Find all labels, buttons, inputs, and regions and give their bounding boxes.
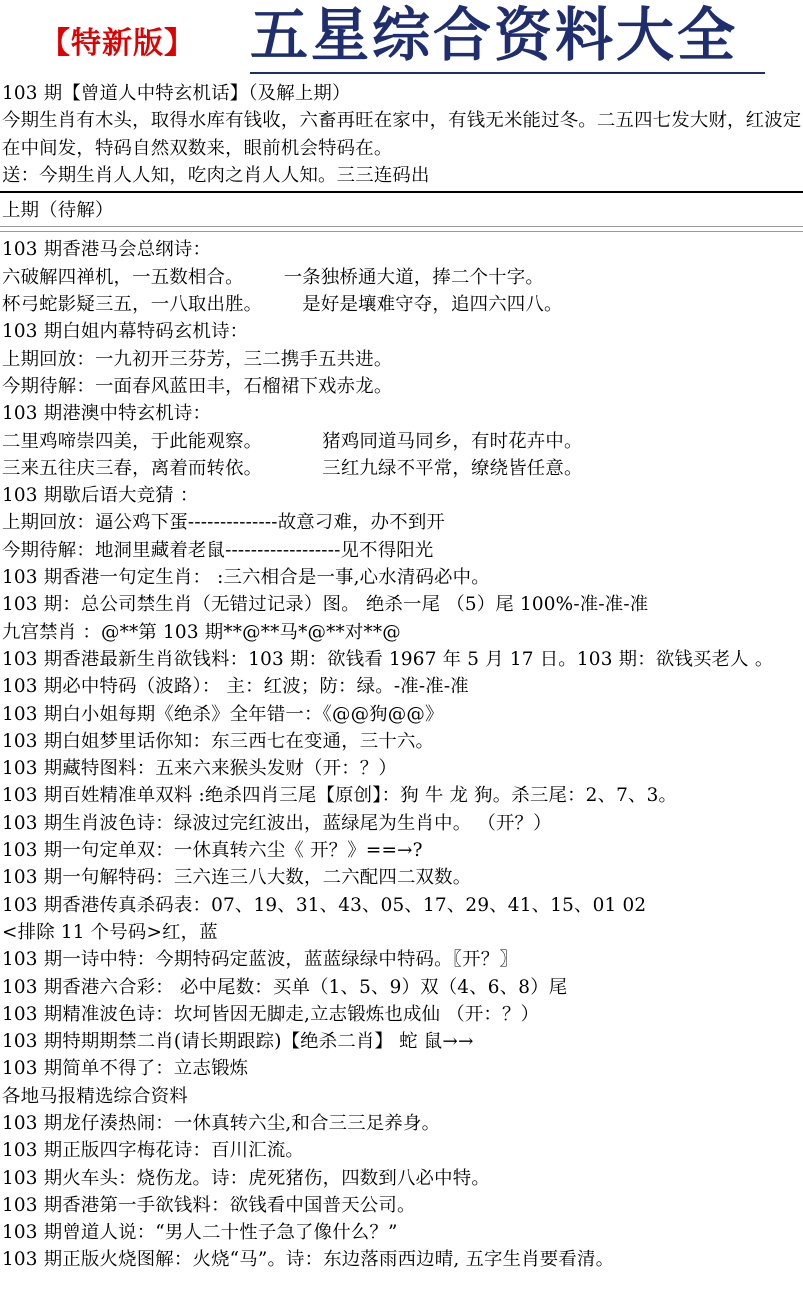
text-line (2, 291, 803, 318)
verse-right: 是好是壤难守夺，追四六四八。 (302, 294, 563, 316)
prev-label: 上期（待解） (2, 200, 114, 222)
text-line: 103 期香港最新生肖欲钱料：103 期：欲钱看 1967 年 5 月 17 日。103 期：欲钱买老人 。 (2, 648, 774, 670)
text-line: 103 期白姐内幕特码玄机诗： (2, 321, 249, 343)
text-line: 103 期百姓精准单双料 :绝杀四肖三尾【原创】：狗 牛 龙 狗。杀三尾：2、7、3。 (2, 785, 678, 807)
text-line (2, 264, 803, 291)
verse-right: 猪鸡同道马同乡，有时花卉中。 (322, 430, 583, 452)
text-line: 103 期正版火烧图解：火烧“马”。诗：东边落雨西边晴, 五字生肖要看清。 (2, 1249, 615, 1271)
verse-right: 三红九绿不平常，缭绕皆任意。 (322, 457, 583, 479)
verse-right: 一条独桥通大道，捧二个十字。 (283, 266, 544, 288)
text-line: 103 期白姐梦里话你知：东三西七在变通，三十六。 (2, 730, 435, 752)
text-line: 103 期一诗中特：今期特码定蓝波，蓝蓝绿绿中特码。〖开？〗 (2, 949, 518, 971)
page-title: 五星综合资料大全 (250, 1, 739, 69)
top-paragraph: 今期生肖有木头，取得水库有钱收，六畜再旺在家中，有钱无米能过冬。二五四七发大财，红波定在中间发，特码自然双数来，眼前机会特码在。 (2, 110, 802, 159)
page-header (0, 0, 803, 80)
text-line: 103 期藏特图料：五来六来猴头发财（开：？） (2, 758, 397, 780)
text-line (2, 428, 803, 455)
text-line: 今期待解：地洞里藏着老鼠------------------见不得阳光 (2, 539, 434, 561)
text-line: 103 期香港第一手欲钱料：欲钱看中国普天公司。 (2, 1194, 416, 1216)
text-line: 103 期歇后语大竞猜 ： (2, 485, 199, 507)
verse-left: 二里鸡啼崇四美，于此能观察。 (2, 430, 263, 452)
verse-left: 三来五往庆三春，离着而转依。 (2, 457, 263, 479)
top-heading: 103 期【曾道人中特玄机话】（及解上期） (2, 83, 351, 104)
text-line: 上期回放：一九初开三芬芳，三二携手五共进。 (2, 348, 393, 370)
text-line: 103 期：总公司禁生肖（无错过记录）图。 绝杀一尾 （5）尾 100%-准-准-准 (2, 594, 649, 616)
text-line: 103 期生肖波色诗：绿波过完红波出，蓝绿尾为生肖中。 （开？） (2, 812, 552, 834)
text-line: 103 期特期期禁二肖(请长期跟踪)【绝杀二肖】 蛇 鼠→→ (2, 1031, 474, 1053)
title-underline (250, 72, 765, 74)
text-line: 103 期正版四字梅花诗：百川汇流。 (2, 1140, 305, 1162)
text-line: 103 期港澳中特玄机诗： (2, 403, 212, 425)
text-line: 103 期白小姐每期《绝杀》全年错一：《@@狗@@》 (2, 703, 444, 725)
edition-badge: 【特新版】 (40, 26, 195, 61)
text-line: 九宫禁肖 ：@**第 103 期**@**马*@**对**@ (2, 621, 401, 643)
text-line: 103 期香港六合彩： 必中尾数：买单（1、5、9）双（4、6、8）尾 (2, 976, 568, 998)
text-line: 103 期精准波色诗：坎坷皆因无脚走,立志锻炼也成仙 （开：？） (2, 1003, 540, 1025)
text-line: 103 期香港一句定生肖： :三六相合是一事,心水清码必中。 (2, 567, 490, 589)
solid-divider (0, 191, 803, 193)
text-line: 103 期龙仔湊热闹：一休真转六尘,和合三三足养身。 (2, 1112, 441, 1134)
text-line: 103 期曾道人说：“男人二十性子急了像什么？” (2, 1222, 398, 1244)
verse-left: 杯弓蛇影疑三五，一八取出胜。 (2, 294, 263, 316)
verse-left: 六破解四禅机，一五数相合。 (2, 266, 244, 288)
double-line-divider (0, 226, 803, 232)
text-line: 103 期一句解特码：三六连三八大数，二六配四二双数。 (2, 867, 472, 889)
text-line: 103 期火车头：烧伤龙。诗：虎死猪伤，四数到八必中特。 (2, 1167, 490, 1189)
text-line: 各地马报精选综合资料 (2, 1085, 188, 1107)
text-line: 103 期香港马会总纲诗： (2, 239, 212, 261)
top-send-line: 送：今期生肖人人知，吃肉之肖人人知。三三连码出 (2, 164, 430, 186)
text-line: <排除 11 个号码>红，蓝 (2, 921, 218, 943)
text-line: 今期待解：一面春风蓝田丰，石榴裙下戏赤龙。 (2, 375, 393, 397)
text-line: 103 期简单不得了：立志锻炼 (2, 1058, 249, 1080)
body-lines (0, 236, 803, 1273)
text-line: 103 期香港传真杀码表：07、19、31、43、05、17、29、41、15、01 02 (2, 894, 647, 916)
top-section (0, 80, 803, 189)
text-line: 103 期一句定单双：一休真转六尘《 开？》==→? (2, 840, 423, 862)
text-line (2, 455, 803, 482)
text-line: 上期回放：逼公鸡下蛋--------------故意刁难，办不到开 (2, 512, 446, 534)
prev-section (0, 197, 803, 224)
text-line: 103 期必中特码（波路）： 主：红波；防：绿。-准-准-准 (2, 676, 469, 698)
